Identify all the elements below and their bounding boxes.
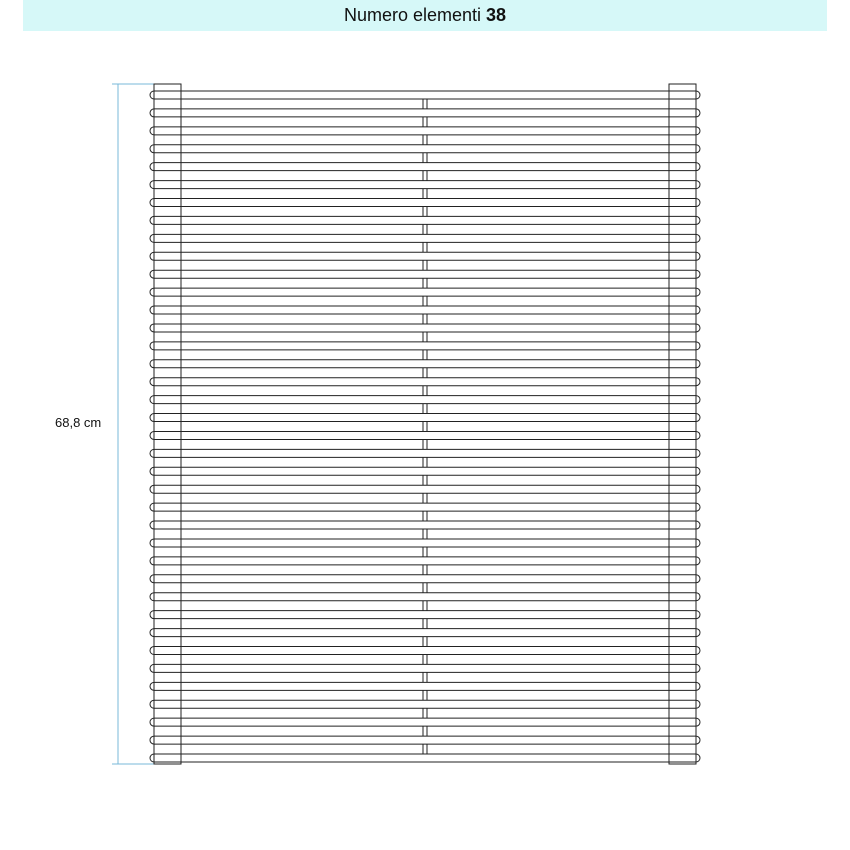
- height-dimension-label: 68,8 cm: [55, 415, 102, 430]
- element-count-label: Numero elementi: [343, 5, 482, 25]
- height-dimension-line: [112, 84, 154, 764]
- radiator: [150, 84, 700, 764]
- element-count-value: 38: [486, 5, 507, 25]
